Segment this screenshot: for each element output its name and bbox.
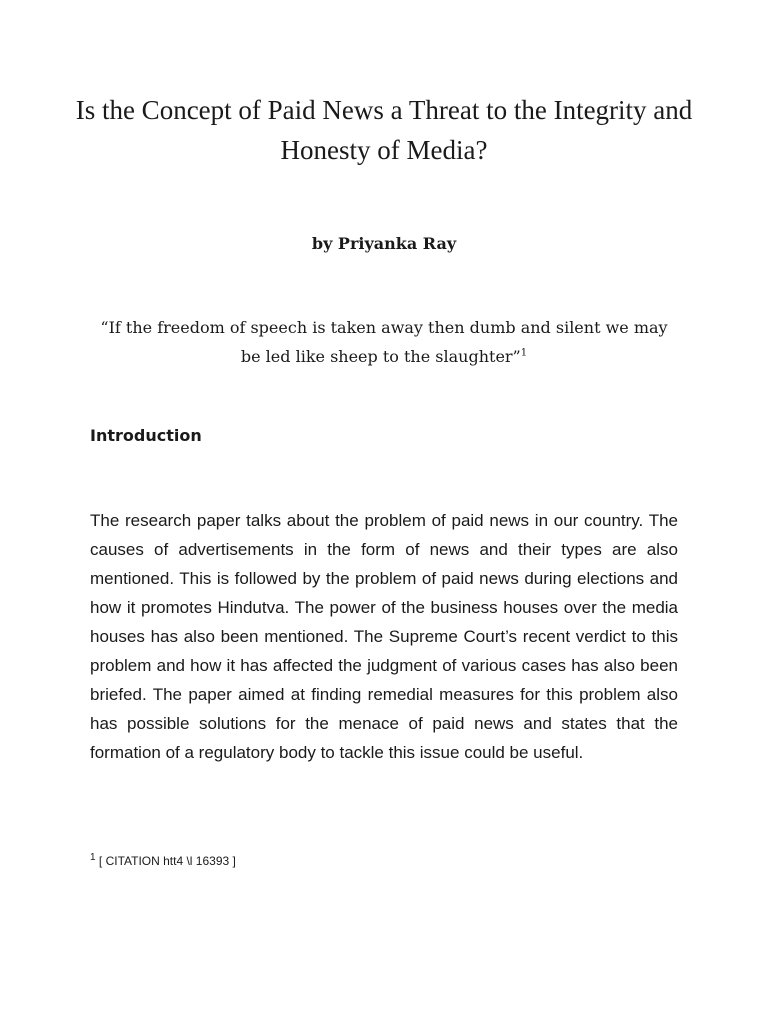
section-heading-introduction: Introduction (90, 426, 202, 445)
epigraph-text: “If the freedom of speech is taken away then dumb and silent we may be led like sheep to the slaughter” (100, 318, 668, 366)
footnote-reference[interactable]: 1 (520, 347, 528, 359)
footnote (90, 852, 678, 870)
document-title: Is the Concept of Paid News a Threat to the Integrity and Honesty of Media? (75, 95, 693, 165)
epigraph-quote (90, 313, 678, 371)
author-byline: by Priyanka Ray (311, 234, 457, 253)
introduction-paragraph: The research paper talks about the problem of paid news in our country. The causes of advertisements in the form of news and their types are also mentioned. This is followed by the problem of paid news during elections and how it promotes Hindutva. The power of the business houses over the media houses has also been mentioned. The Supreme Court’s recent verdict to this problem and how it has affected the judgment of various cases has also been briefed. The paper aimed at finding remedial measures for this problem also has possible solutions for the menace of paid news and states that the formation of a regulatory body to tackle this issue could be useful. (90, 511, 678, 762)
footnote-number: 1 (90, 852, 96, 863)
footnote-text: [ CITATION htt4 \l 16393 ] (98, 854, 236, 868)
